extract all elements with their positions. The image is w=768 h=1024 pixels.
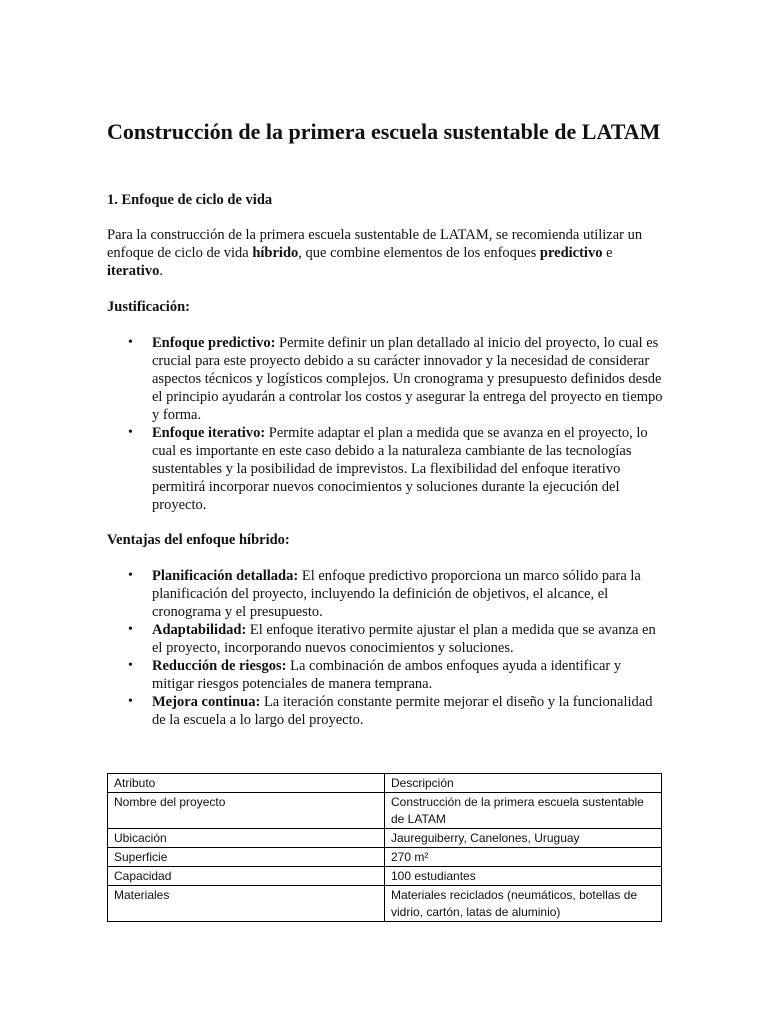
bullet-icon: • bbox=[128, 425, 133, 440]
intro-paragraph bbox=[107, 226, 663, 280]
intro-text-2: , que combine elementos de los enfoques bbox=[298, 245, 540, 261]
item-text: El enfoque predictivo proporciona un marco sólido para la planificación del proyecto, incluyendo la definición de objetivos, el alcance, el cronograma y el presupuesto. bbox=[152, 568, 641, 620]
table-row bbox=[108, 886, 662, 922]
intro-bold-predictive: predictivo bbox=[539, 245, 603, 261]
list-item bbox=[107, 334, 663, 424]
bullet-icon: • bbox=[128, 568, 133, 583]
list-item bbox=[107, 567, 663, 621]
table-cell: Capacidad bbox=[108, 867, 385, 886]
item-label: Mejora continua: bbox=[152, 694, 261, 710]
list-item bbox=[107, 657, 663, 693]
justification-list bbox=[107, 334, 663, 514]
list-item bbox=[107, 693, 663, 729]
table-row bbox=[108, 848, 662, 867]
table-cell: Ubicación bbox=[108, 829, 385, 848]
intro-bold-hybrid: híbrido bbox=[252, 245, 299, 261]
table-row bbox=[108, 867, 662, 886]
list-item bbox=[107, 621, 663, 657]
table-row bbox=[108, 829, 662, 848]
bullet-icon: • bbox=[128, 335, 133, 350]
project-attributes-table bbox=[107, 773, 662, 922]
table-row bbox=[108, 793, 662, 829]
item-label: Enfoque predictivo: bbox=[152, 335, 276, 351]
item-label: Reducción de riesgos: bbox=[152, 658, 287, 674]
table-header-cell: Descripción bbox=[385, 774, 662, 793]
intro-text-4: . bbox=[159, 263, 163, 279]
table-cell: Materiales reciclados (neumáticos, botellas de vidrio, cartón, latas de aluminio) bbox=[385, 886, 662, 922]
section-heading-advantages: Ventajas del enfoque híbrido: bbox=[107, 532, 290, 548]
document-title: Construcción de la primera escuela sustentable de LATAM bbox=[107, 119, 661, 144]
table-cell: 100 estudiantes bbox=[385, 867, 662, 886]
item-label: Planificación detallada: bbox=[152, 568, 299, 584]
item-text: El enfoque iterativo permite ajustar el plan a medida que se avanza en el proyecto, incorporando nuevos conocimientos y soluciones. bbox=[152, 622, 656, 656]
advantages-list bbox=[107, 567, 663, 729]
item-text: Permite adaptar el plan a medida que se avanza en el proyecto, lo cual es importante en este caso debido a la naturaleza cambiante de las tecnologías sustentables y la posibilidad de imprevistos. La flexibilidad del enfoque iterativo permitirá incorporar nuevos conocimientos y soluciones durante la ejecución del proyecto. bbox=[152, 425, 648, 513]
table-cell: 270 m² bbox=[385, 848, 662, 867]
intro-text-1: Para la construcción de la primera escuela sustentable de LATAM, se recomienda utilizar un enfoque de ciclo de vida bbox=[107, 227, 643, 261]
table-cell: Jaureguiberry, Canelones, Uruguay bbox=[385, 829, 662, 848]
item-label: Enfoque iterativo: bbox=[152, 425, 266, 441]
bullet-icon: • bbox=[128, 622, 133, 637]
section-heading-justification: Justificación: bbox=[107, 299, 190, 315]
bullet-icon: • bbox=[128, 694, 133, 709]
table-cell: Superficie bbox=[108, 848, 385, 867]
item-text: Permite definir un plan detallado al inicio del proyecto, lo cual es crucial para este proyecto debido a su carácter innovador y la necesidad de considerar aspectos técnicos y logísticos complejos. Un cronograma y presupuesto definidos desde el principio ayudarán a controlar los costos y asegurar la entrega del proyecto en tiempo y forma. bbox=[152, 335, 663, 423]
section-heading-lifecycle: 1. Enfoque de ciclo de vida bbox=[107, 192, 273, 208]
intro-bold-iterative: iterativo bbox=[107, 263, 160, 279]
table-header-row bbox=[108, 774, 662, 793]
item-label: Adaptabilidad: bbox=[152, 622, 247, 638]
table-cell: Construcción de la primera escuela sustentable de LATAM bbox=[385, 793, 662, 829]
item-text: La combinación de ambos enfoques ayuda a identificar y mitigar riesgos potenciales de manera temprana. bbox=[152, 658, 622, 692]
intro-text-3: e bbox=[602, 245, 613, 261]
item-text: La iteración constante permite mejorar el diseño y la funcionalidad de la escuela a lo largo del proyecto. bbox=[152, 694, 653, 728]
table-cell: Materiales bbox=[108, 886, 385, 922]
table-cell: Nombre del proyecto bbox=[108, 793, 385, 829]
table-header-cell: Atributo bbox=[108, 774, 385, 793]
bullet-icon: • bbox=[128, 658, 133, 673]
list-item bbox=[107, 424, 663, 514]
